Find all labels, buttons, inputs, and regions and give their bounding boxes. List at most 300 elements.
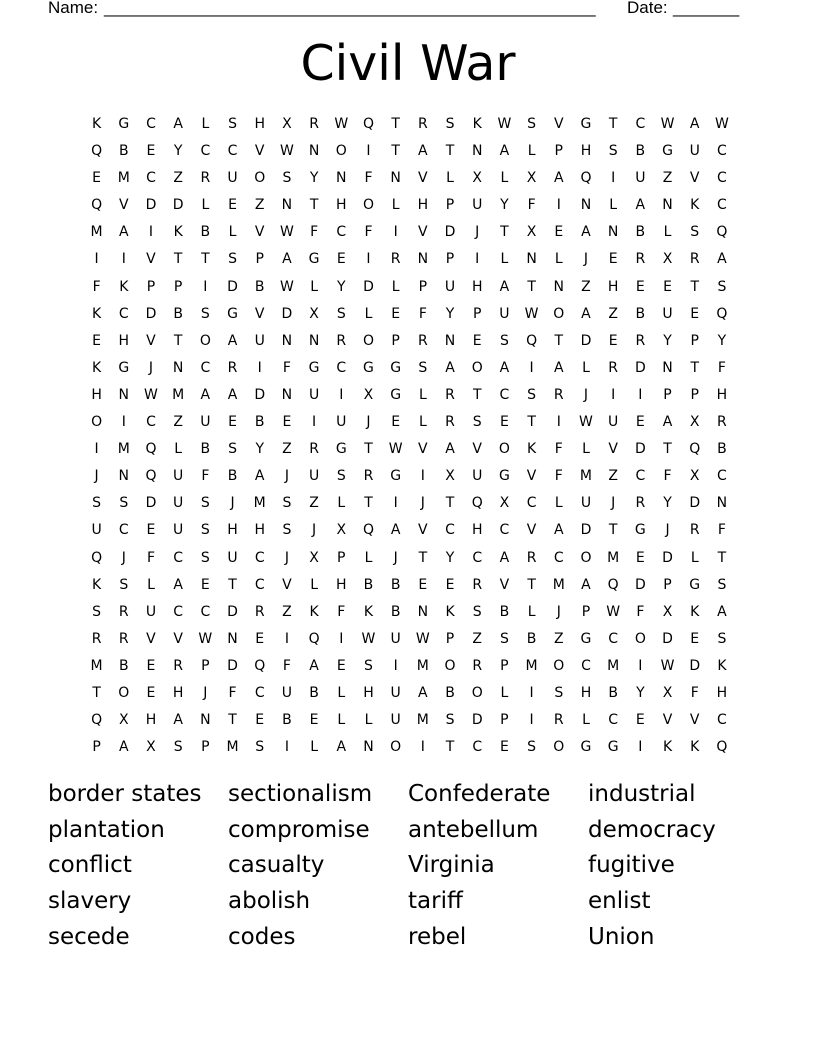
grid-letter: E bbox=[255, 712, 265, 729]
grid-letter: N bbox=[526, 251, 537, 268]
grid-letter: Q bbox=[471, 495, 483, 512]
grid-letter: J bbox=[284, 468, 289, 485]
grid-letter: T bbox=[527, 576, 536, 593]
grid-letter: Q bbox=[91, 143, 103, 160]
grid-letter: R bbox=[173, 657, 184, 674]
grid-letter: X bbox=[146, 739, 156, 756]
grid-letter: L bbox=[310, 576, 318, 593]
grid-letter: R bbox=[635, 251, 646, 268]
grid-letter: R bbox=[472, 657, 483, 674]
grid-letter: J bbox=[94, 468, 99, 485]
grid-letter: C bbox=[336, 359, 347, 376]
word-bank-word: conflict bbox=[48, 852, 132, 879]
grid-letter: M bbox=[172, 386, 185, 403]
grid-letter: X bbox=[282, 116, 292, 132]
grid-letter: J bbox=[230, 495, 235, 512]
grid-letter: P bbox=[445, 197, 455, 214]
grid-letter: Q bbox=[716, 739, 728, 756]
grid-letter: L bbox=[582, 359, 590, 376]
grid-row bbox=[83, 653, 736, 680]
grid-letter: O bbox=[362, 197, 374, 214]
grid-letter: T bbox=[527, 414, 536, 431]
grid-letter: M bbox=[90, 657, 103, 674]
grid-letter: U bbox=[390, 712, 401, 729]
grid-letter: W bbox=[660, 657, 675, 674]
grid-letter: I bbox=[284, 739, 289, 756]
grid-letter: Q bbox=[607, 576, 619, 593]
grid-letter: X bbox=[526, 170, 537, 187]
grid-letter: X bbox=[336, 522, 347, 539]
grid-letter: H bbox=[91, 386, 102, 403]
grid-letter: S bbox=[445, 712, 455, 729]
grid-row bbox=[83, 382, 736, 409]
grid-letter: N bbox=[553, 278, 565, 295]
grid-letter: I bbox=[420, 739, 425, 756]
grid-letter: I bbox=[638, 739, 643, 756]
grid-row bbox=[83, 463, 736, 490]
grid-letter: N bbox=[172, 359, 184, 376]
grid-letter: H bbox=[471, 522, 483, 539]
name-label: Name: bbox=[48, 0, 99, 17]
grid-letter: B bbox=[118, 143, 129, 160]
grid-letter: H bbox=[417, 197, 429, 214]
grid-letter: A bbox=[390, 522, 401, 539]
grid-letter: Y bbox=[445, 305, 455, 322]
grid-letter: V bbox=[146, 251, 156, 268]
grid-letter: D bbox=[444, 224, 456, 241]
grid-letter: A bbox=[553, 522, 564, 539]
grid-letter: B bbox=[717, 441, 727, 458]
grid-letter: P bbox=[472, 305, 482, 322]
grid-letter: V bbox=[662, 712, 673, 729]
grid-letter: B bbox=[254, 278, 265, 295]
grid-letter: C bbox=[472, 549, 483, 566]
grid-letter: F bbox=[717, 522, 726, 539]
grid-letter: L bbox=[228, 224, 237, 241]
grid-letter: S bbox=[717, 278, 727, 295]
grid-letter: I bbox=[121, 251, 126, 268]
grid-letter: W bbox=[279, 143, 294, 160]
grid-letter: L bbox=[527, 603, 536, 620]
word-bank-word: secede bbox=[48, 923, 130, 950]
grid-letter: U bbox=[472, 468, 483, 485]
grid-letter: J bbox=[312, 522, 317, 539]
grid-letter: K bbox=[119, 278, 129, 295]
grid-letter: F bbox=[418, 305, 427, 322]
grid-letter: D bbox=[634, 441, 646, 458]
grid-letter: Q bbox=[91, 197, 103, 214]
grid-letter: L bbox=[446, 170, 454, 187]
grid-letter: T bbox=[690, 278, 699, 295]
grid-letter: L bbox=[310, 739, 318, 756]
grid-letter: U bbox=[472, 197, 483, 214]
grid-letter: Z bbox=[282, 603, 292, 620]
grid-letter: N bbox=[308, 143, 320, 160]
grid-letter: T bbox=[173, 251, 183, 268]
grid-letter: R bbox=[635, 332, 646, 349]
grid-letter: G bbox=[308, 251, 320, 268]
grid-letter: O bbox=[553, 657, 565, 674]
grid-letter: F bbox=[201, 468, 210, 485]
grid-letter: E bbox=[635, 549, 645, 566]
grid-letter: Y bbox=[337, 278, 346, 295]
grid-letter: O bbox=[254, 170, 266, 187]
grid-letter: C bbox=[445, 522, 455, 539]
grid-letter: F bbox=[527, 197, 536, 214]
grid-letter: M bbox=[579, 468, 593, 485]
grid-letter: L bbox=[554, 251, 563, 268]
grid-letter: A bbox=[173, 116, 183, 132]
grid-letter: Y bbox=[663, 332, 672, 349]
grid-letter: J bbox=[665, 522, 670, 539]
grid-letter: E bbox=[92, 170, 102, 187]
grid-letter: H bbox=[227, 522, 238, 539]
grid-letter: F bbox=[146, 549, 155, 566]
grid-letter: R bbox=[254, 603, 265, 620]
grid-letter: L bbox=[364, 712, 373, 729]
grid-letter: S bbox=[200, 495, 210, 512]
grid-letter: T bbox=[391, 143, 400, 160]
grid-row bbox=[83, 734, 736, 761]
grid-letter: U bbox=[227, 170, 238, 187]
grid-letter: I bbox=[638, 386, 643, 403]
grid-letter: E bbox=[635, 278, 645, 295]
grid-letter: R bbox=[445, 414, 455, 431]
grid-letter: S bbox=[608, 143, 618, 160]
grid-letter: S bbox=[336, 468, 346, 485]
grid-row bbox=[83, 165, 736, 192]
grid-letter: W bbox=[388, 441, 403, 458]
grid-letter: U bbox=[145, 603, 157, 620]
grid-letter: S bbox=[282, 495, 292, 512]
grid-row bbox=[83, 328, 736, 355]
grid-letter: D bbox=[689, 495, 701, 512]
grid-letter: T bbox=[608, 116, 618, 132]
grid-letter: B bbox=[309, 684, 319, 701]
grid-letter: Z bbox=[254, 197, 265, 214]
grid-letter: O bbox=[471, 684, 483, 701]
grid-letter: B bbox=[118, 657, 129, 674]
name-blank-line: ____________________________________________________ bbox=[104, 0, 596, 17]
grid-letter: A bbox=[499, 549, 510, 566]
grid-letter: R bbox=[417, 116, 428, 132]
grid-letter: B bbox=[499, 603, 510, 620]
grid-letter: E bbox=[336, 657, 346, 674]
grid-letter: L bbox=[609, 197, 618, 214]
grid-letter: M bbox=[416, 657, 429, 674]
grid-letter: D bbox=[634, 576, 646, 593]
grid-letter: C bbox=[635, 116, 646, 132]
grid-letter: H bbox=[254, 116, 265, 132]
grid-letter: A bbox=[118, 224, 129, 241]
grid-letter: B bbox=[227, 468, 238, 485]
grid-letter: Q bbox=[91, 712, 103, 729]
grid-letter: P bbox=[554, 143, 563, 160]
grid-letter: X bbox=[309, 549, 319, 566]
grid-letter: F bbox=[364, 170, 373, 187]
grid-letter: B bbox=[200, 224, 211, 241]
grid-letter: K bbox=[527, 441, 537, 458]
grid-letter: I bbox=[366, 251, 371, 268]
grid-letter: E bbox=[255, 630, 265, 647]
grid-letter: O bbox=[580, 549, 592, 566]
grid-letter: T bbox=[554, 332, 564, 349]
grid-letter: Q bbox=[308, 630, 320, 647]
grid-letter: G bbox=[308, 359, 320, 376]
grid-letter: I bbox=[339, 630, 344, 647]
grid-letter: R bbox=[472, 576, 483, 593]
grid-letter: P bbox=[445, 251, 455, 268]
grid-letter: A bbox=[581, 224, 591, 241]
grid-letter: Y bbox=[636, 684, 645, 701]
grid-letter: D bbox=[145, 305, 157, 322]
grid-letter: M bbox=[226, 739, 239, 756]
grid-letter: U bbox=[662, 305, 673, 322]
grid-letter: H bbox=[716, 386, 728, 403]
grid-letter: I bbox=[339, 386, 344, 403]
grid-letter: C bbox=[499, 522, 510, 539]
grid-letter: E bbox=[663, 278, 672, 295]
grid-letter: H bbox=[363, 684, 374, 701]
grid-letter: W bbox=[606, 603, 621, 620]
grid-letter: W bbox=[579, 414, 593, 431]
grid-letter: Y bbox=[255, 441, 264, 458]
grid-letter: G bbox=[390, 359, 402, 376]
grid-letter: U bbox=[444, 278, 456, 295]
grid-letter: N bbox=[662, 359, 673, 376]
grid-letter: P bbox=[663, 576, 672, 593]
grid-letter: B bbox=[363, 576, 374, 593]
grid-letter: S bbox=[173, 739, 183, 756]
grid-letter: V bbox=[499, 576, 510, 593]
grid-row bbox=[83, 274, 736, 301]
grid-letter: H bbox=[580, 143, 592, 160]
grid-letter: R bbox=[445, 386, 455, 403]
grid-letter: E bbox=[92, 332, 102, 349]
grid-letter: Y bbox=[173, 143, 183, 160]
grid-letter: R bbox=[309, 441, 319, 458]
grid-letter: R bbox=[689, 522, 700, 539]
grid-letter: R bbox=[390, 251, 401, 268]
grid-letter: N bbox=[118, 468, 130, 485]
grid-letter: X bbox=[662, 251, 673, 268]
grid-letter: E bbox=[472, 332, 482, 349]
grid-letter: A bbox=[118, 739, 129, 756]
grid-letter: V bbox=[282, 576, 292, 593]
grid-letter: F bbox=[310, 224, 319, 241]
grid-letter: V bbox=[553, 116, 564, 132]
grid-letter: D bbox=[227, 278, 238, 295]
grid-letter: S bbox=[255, 739, 265, 756]
grid-letter: P bbox=[500, 712, 509, 729]
grid-letter: U bbox=[173, 522, 184, 539]
grid-letter: J bbox=[203, 684, 208, 701]
grid-letter: K bbox=[445, 603, 455, 620]
grid-letter: I bbox=[393, 657, 398, 674]
grid-letter: T bbox=[717, 549, 727, 566]
grid-letter: V bbox=[254, 143, 265, 160]
grid-letter: G bbox=[580, 116, 592, 132]
grid-letter: V bbox=[689, 712, 700, 729]
grid-letter: C bbox=[118, 522, 129, 539]
word-bank bbox=[48, 777, 768, 956]
grid-letter: A bbox=[499, 278, 510, 295]
grid-letter: B bbox=[200, 441, 211, 458]
grid-letter: K bbox=[717, 657, 727, 674]
word-bank-word: Confederate bbox=[408, 781, 551, 807]
grid-letter: I bbox=[121, 414, 126, 431]
word-bank-word: antebellum bbox=[408, 816, 539, 843]
grid-letter: H bbox=[118, 332, 130, 349]
grid-letter: C bbox=[581, 657, 591, 674]
grid-letter: D bbox=[145, 495, 157, 512]
grid-letter: A bbox=[418, 684, 428, 701]
grid-letter: Q bbox=[362, 116, 374, 132]
grid-letter: E bbox=[499, 739, 509, 756]
grid-letter: B bbox=[635, 143, 646, 160]
grid-letter: L bbox=[663, 224, 672, 241]
grid-letter: E bbox=[608, 332, 618, 349]
grid-letter: I bbox=[94, 441, 99, 458]
grid-letter: T bbox=[309, 197, 319, 214]
grid-letter: C bbox=[254, 576, 265, 593]
grid-letter: A bbox=[173, 712, 183, 729]
grid-row bbox=[83, 707, 736, 734]
grid-letter: E bbox=[499, 414, 509, 431]
grid-letter: M bbox=[552, 576, 565, 593]
grid-letter: A bbox=[418, 143, 428, 160]
grid-letter: S bbox=[228, 116, 237, 132]
grid-letter: E bbox=[309, 712, 319, 729]
grid-letter: H bbox=[336, 197, 347, 214]
grid-letter: A bbox=[254, 468, 265, 485]
grid-letter: P bbox=[690, 332, 699, 349]
grid-letter: R bbox=[118, 603, 129, 620]
grid-letter: U bbox=[635, 170, 646, 187]
grid-letter: E bbox=[690, 305, 700, 322]
grid-letter: L bbox=[554, 495, 563, 512]
grid-letter: K bbox=[472, 116, 482, 132]
grid-letter: M bbox=[607, 549, 620, 566]
grid-letter: L bbox=[337, 495, 346, 512]
grid-letter: E bbox=[418, 576, 428, 593]
grid-letter: E bbox=[228, 414, 237, 431]
word-bank-word: tariff bbox=[408, 888, 463, 915]
grid-letter: W bbox=[660, 116, 675, 132]
grid-letter: R bbox=[608, 359, 619, 376]
grid-row bbox=[83, 192, 736, 219]
grid-letter: S bbox=[200, 522, 210, 539]
grid-letter: J bbox=[121, 549, 126, 566]
grid-letter: H bbox=[145, 712, 157, 729]
grid-letter: U bbox=[227, 549, 238, 566]
grid-letter: B bbox=[526, 630, 537, 647]
grid-letter: W bbox=[524, 305, 539, 322]
grid-letter: L bbox=[147, 576, 155, 593]
grid-letter: K bbox=[92, 359, 102, 376]
grid-letter: G bbox=[227, 305, 238, 322]
grid-letter: Z bbox=[309, 495, 319, 512]
grid-letter: D bbox=[281, 305, 293, 322]
grid-letter: R bbox=[309, 116, 319, 132]
grid-letter: S bbox=[92, 603, 102, 620]
grid-letter: W bbox=[279, 224, 294, 241]
grid-letter: G bbox=[634, 522, 646, 539]
grid-letter: L bbox=[337, 712, 346, 729]
word-bank-word: sectionalism bbox=[228, 781, 373, 807]
grid-letter: R bbox=[635, 495, 646, 512]
grid-letter: F bbox=[92, 278, 101, 295]
grid-letter: N bbox=[580, 197, 592, 214]
grid-letter: I bbox=[257, 359, 262, 376]
word-bank-word: compromise bbox=[228, 816, 370, 843]
grid-letter: I bbox=[284, 630, 289, 647]
grid-letter: V bbox=[418, 441, 428, 458]
grid-letter: Z bbox=[173, 414, 183, 431]
grid-letter: O bbox=[444, 657, 456, 674]
grid-letter: Q bbox=[580, 170, 592, 187]
grid-letter: U bbox=[308, 386, 320, 403]
grid-letter: T bbox=[663, 441, 672, 458]
grid-letter: E bbox=[635, 414, 645, 431]
grid-letter: R bbox=[118, 630, 129, 647]
grid-letter: E bbox=[554, 224, 564, 241]
grid-letter: G bbox=[363, 359, 374, 376]
grid-letter: A bbox=[581, 305, 591, 322]
grid-letter: F bbox=[690, 684, 699, 701]
grid-letter: X bbox=[309, 305, 319, 322]
grid-letter: N bbox=[716, 495, 728, 512]
grid-letter: C bbox=[499, 386, 510, 403]
word-bank-word: slavery bbox=[48, 888, 132, 915]
grid-letter: I bbox=[611, 386, 616, 403]
word-bank-word: industrial bbox=[588, 781, 696, 807]
grid-letter: E bbox=[228, 197, 237, 214]
grid-letter: C bbox=[526, 495, 537, 512]
grid-letter: J bbox=[148, 359, 154, 376]
grid-letter: P bbox=[92, 739, 101, 756]
grid-letter: T bbox=[527, 278, 536, 295]
grid-letter: T bbox=[445, 739, 455, 756]
grid-letter: O bbox=[471, 359, 483, 376]
grid-letter: S bbox=[472, 414, 482, 431]
grid-letter: T bbox=[391, 116, 400, 132]
grid-letter: W bbox=[714, 116, 729, 132]
grid-letter: K bbox=[92, 305, 102, 322]
grid-letter: S bbox=[499, 630, 509, 647]
grid-letter: G bbox=[580, 739, 592, 756]
grid-letter: O bbox=[390, 739, 402, 756]
grid-letter: T bbox=[92, 684, 101, 701]
grid-letter: B bbox=[282, 712, 292, 729]
word-bank-word: border states bbox=[48, 781, 202, 807]
grid-letter: E bbox=[391, 305, 401, 322]
grid-letter: U bbox=[91, 522, 102, 539]
grid-letter: B bbox=[390, 603, 401, 620]
word-bank-column bbox=[228, 777, 408, 956]
grid-letter: W bbox=[361, 630, 376, 647]
grid-letter: K bbox=[92, 116, 102, 132]
grid-letter: L bbox=[364, 549, 373, 566]
word-bank-word: codes bbox=[228, 923, 296, 950]
grid-letter: D bbox=[662, 630, 673, 647]
grid-row bbox=[83, 246, 736, 273]
grid-letter: T bbox=[690, 359, 699, 376]
grid-letter: R bbox=[553, 712, 564, 729]
grid-letter: B bbox=[173, 305, 183, 322]
grid-letter: D bbox=[662, 549, 673, 566]
grid-letter: F bbox=[663, 468, 672, 485]
